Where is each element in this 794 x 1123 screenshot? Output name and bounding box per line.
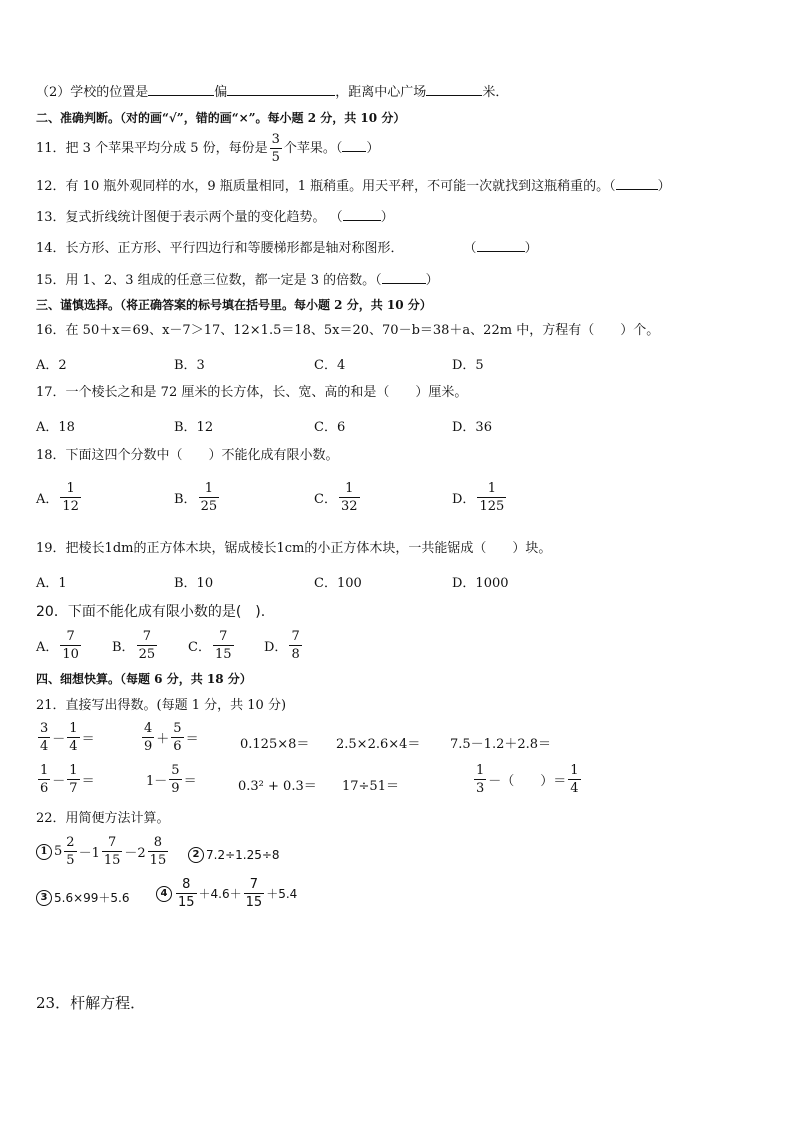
calc-item: 0.3² + 0.3＝ bbox=[238, 779, 317, 794]
option-d[interactable]: D． $\frac{7}{8}$ bbox=[264, 629, 300, 662]
question-15: 15．用 1、2、3 组成的任意三位数，都一定是 3 的倍数。（ ） bbox=[36, 270, 439, 290]
option-c[interactable]: C．4 bbox=[314, 358, 346, 373]
question-16: 16．在 50＋x＝69、x－7＞17、12×1.5＝18、5x＝20、70－b＝38＋a、22m 中，方程有（ ）个。 bbox=[36, 323, 660, 338]
calc-item: $\frac{4}{9}$ ＋ $\frac{5}{6}$ ＝ bbox=[144, 721, 199, 754]
fraction: $\frac{1}{6}$ bbox=[40, 763, 49, 796]
question-17: 17．一个棱长之和是 72 厘米的长方体，长、宽、高的和是（ ）厘米。 bbox=[36, 385, 468, 400]
simplify-item-4: 4 $\frac{8}{15}$ ＋4.6＋ $\frac{7}{15}$ ＋5.4 bbox=[156, 878, 297, 909]
fraction: $\frac{1}{4}$ bbox=[69, 721, 78, 754]
option-b[interactable]: B． $\frac{7}{25}$ bbox=[112, 629, 156, 662]
option-a[interactable]: A．18 bbox=[36, 420, 75, 435]
fraction: $\frac{8}{15}$ bbox=[149, 835, 167, 868]
calc-item: 17÷51＝ bbox=[342, 779, 399, 794]
circled-number: 3 bbox=[36, 890, 52, 906]
option-a[interactable]: A．1 bbox=[36, 576, 67, 591]
option-b[interactable]: B．3 bbox=[174, 358, 205, 373]
fraction: $\frac{5}{9}$ bbox=[171, 763, 180, 796]
option-c[interactable]: C．6 bbox=[314, 420, 346, 435]
answer-blank[interactable] bbox=[382, 270, 426, 284]
option-b[interactable]: B．12 bbox=[174, 420, 214, 435]
fraction: $\frac{7}{8}$ bbox=[291, 629, 300, 662]
calc-item: 0.125×8＝ bbox=[240, 737, 310, 752]
fraction: $\frac{1}{32}$ bbox=[340, 481, 358, 514]
question-19: 19．把棱长1dm的正方体木块，锯成棱长1cm的小正方体木块，一共能锯成（ ）块。 bbox=[36, 541, 552, 556]
fraction: $\frac{1}{4}$ bbox=[570, 763, 579, 796]
answer-blank[interactable] bbox=[227, 82, 335, 96]
fraction: $\frac{3}{4}$ bbox=[40, 721, 49, 754]
option-d[interactable]: D．5 bbox=[452, 358, 484, 373]
answer-blank[interactable] bbox=[616, 176, 658, 190]
question-12: 12．有 10 瓶外观同样的水，9 瓶质量相同，1 瓶稍重。用天平秤，不可能一次就找到这瓶稍重的。（ ） bbox=[36, 176, 671, 196]
section-title-choice: 三、谨慎选择。（将正确答案的标号填在括号里。每小题 2 分，共 10 分） bbox=[36, 298, 432, 312]
option-b[interactable]: B． $\frac{1}{25}$ bbox=[174, 481, 218, 514]
circled-number: 4 bbox=[156, 886, 172, 902]
section-title-judgement: 二、准确判断。（对的画“√”，错的画“×”。每小题 2 分，共 10 分） bbox=[36, 111, 406, 125]
calc-item: 2.5×2.6×4＝ bbox=[336, 737, 421, 752]
question-23: 23．杆解方程． bbox=[36, 994, 146, 1012]
option-c[interactable]: C． $\frac{1}{32}$ bbox=[314, 481, 358, 514]
question-14: 14．长方形、正方形、平行四边行和等腰梯形都是轴对称图形． （ ） bbox=[36, 238, 538, 258]
calc-item: 1－ $\frac{5}{9}$ ＝ bbox=[146, 763, 197, 796]
question-22: 22．用简便方法计算。 bbox=[36, 811, 170, 826]
question-13: 13．复式折线统计图便于表示两个量的变化趋势。 （ ） bbox=[36, 207, 394, 227]
fraction: $\frac{2}{5}$ bbox=[66, 835, 75, 868]
question-20: 20．下面不能化成有限小数的是( ). bbox=[36, 604, 266, 620]
option-d[interactable]: D． $\frac{1}{125}$ bbox=[452, 481, 505, 514]
circled-number: 1 bbox=[36, 844, 52, 860]
question-18: 18．下面这四个分数中（ ）不能化成有限小数。 bbox=[36, 448, 339, 463]
fraction: $\frac{7}{10}$ bbox=[62, 629, 79, 662]
fraction: $\frac{1}{7}$ bbox=[69, 763, 78, 796]
calc-item: $\frac{3}{4}$ － $\frac{1}{4}$ ＝ bbox=[40, 721, 95, 754]
option-d[interactable]: D．1000 bbox=[452, 576, 509, 591]
question-school-position: （2）学校的位置是 偏 ，距离中心广场 米． bbox=[36, 82, 508, 102]
option-c[interactable]: C．100 bbox=[314, 576, 362, 591]
simplify-item-3: 3 5.6×99＋5.6 bbox=[36, 889, 130, 906]
fraction: $\frac{8}{15}$ bbox=[178, 877, 195, 910]
circled-number: 2 bbox=[188, 847, 204, 863]
section-title-calculation: 四、细想快算。（每题 6 分，共 18 分） bbox=[36, 672, 252, 686]
answer-blank[interactable] bbox=[148, 82, 214, 96]
fraction: $\frac{7}{15}$ bbox=[214, 629, 232, 662]
answer-blank[interactable] bbox=[343, 207, 381, 221]
fraction: $\frac{7}{25}$ bbox=[138, 629, 156, 662]
question-21: 21．直接写出得数。(每题 1 分，共 10 分) bbox=[36, 698, 287, 713]
fraction: $\frac{7}{15}$ bbox=[245, 877, 263, 910]
fraction: $\frac{1}{3}$ bbox=[476, 763, 485, 796]
answer-blank[interactable] bbox=[477, 238, 525, 252]
option-a[interactable]: A． $\frac{1}{12}$ bbox=[36, 481, 79, 514]
answer-blank[interactable] bbox=[342, 138, 366, 152]
option-a[interactable]: A．2 bbox=[36, 358, 67, 373]
option-d[interactable]: D．36 bbox=[452, 420, 492, 435]
fraction: $\frac{1}{25}$ bbox=[200, 481, 218, 514]
fraction: $\frac{1}{125}$ bbox=[479, 481, 505, 514]
calc-item: 7.5－1.2＋2.8＝ bbox=[450, 737, 552, 752]
simplify-item-2: 2 7.2÷1.25÷8 bbox=[188, 847, 280, 863]
fraction: $\frac{1}{12}$ bbox=[62, 481, 79, 514]
simplify-item-1: 1 5 $\frac{2}{5}$ －1 $\frac{7}{15}$ －2 $\frac{8}{15}$ bbox=[36, 836, 170, 867]
option-b[interactable]: B．10 bbox=[174, 576, 214, 591]
question-11: 11．把 3 个苹果平均分成 5 份，每份是 $\frac{3}{5}$ 个苹果。（ ） bbox=[36, 132, 380, 165]
calc-item: $\frac{1}{6}$ － $\frac{1}{7}$ ＝ bbox=[40, 763, 95, 796]
fraction: $\frac{4}{9}$ bbox=[144, 721, 153, 754]
option-c[interactable]: C． $\frac{7}{15}$ bbox=[188, 629, 232, 662]
fraction: $\frac{3}{5}$ bbox=[271, 132, 280, 165]
fraction: $\frac{5}{6}$ bbox=[173, 721, 182, 754]
calc-item: $\frac{1}{3}$ －（ ）＝ $\frac{1}{4}$ bbox=[476, 763, 579, 796]
fraction: $\frac{7}{15}$ bbox=[103, 835, 121, 868]
answer-blank[interactable] bbox=[426, 82, 482, 96]
option-a[interactable]: A． $\frac{7}{10}$ bbox=[36, 629, 79, 662]
